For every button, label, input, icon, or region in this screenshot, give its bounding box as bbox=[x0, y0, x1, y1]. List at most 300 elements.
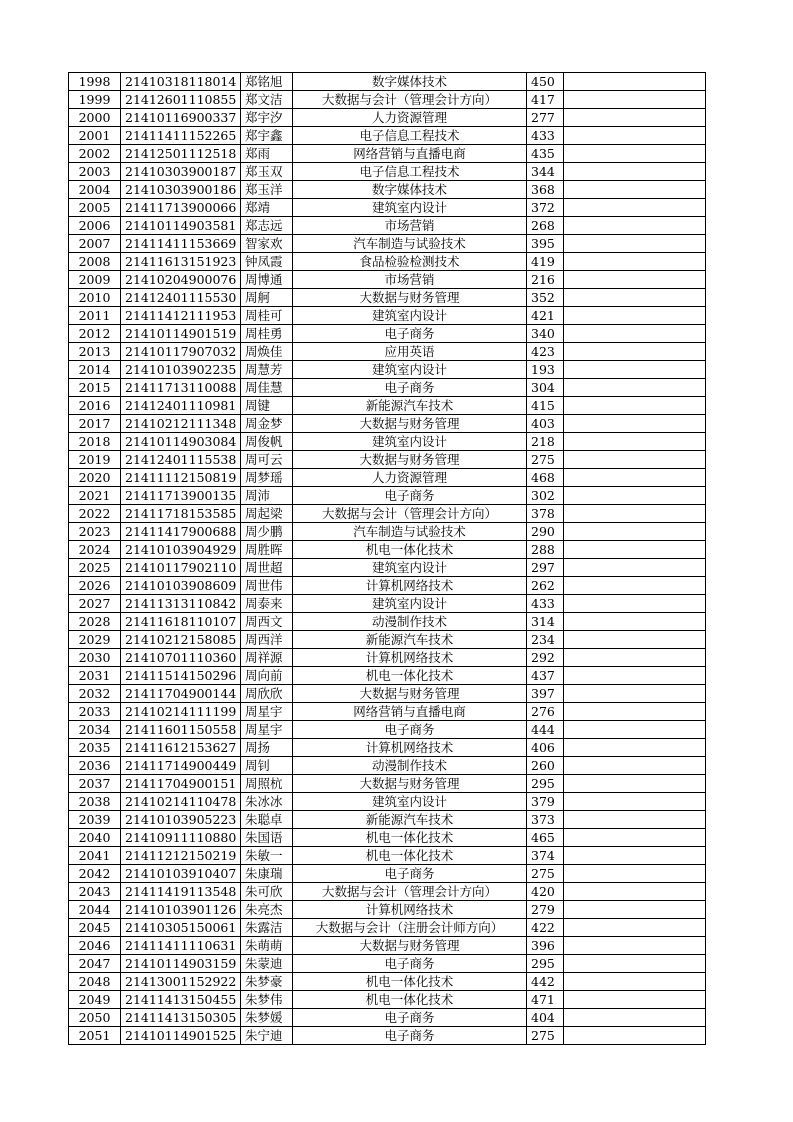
score-cell: 415 bbox=[527, 397, 564, 415]
student-name-cell: 周扬 bbox=[241, 739, 293, 757]
row-number-cell: 2013 bbox=[69, 343, 121, 361]
student-name-cell: 周起梁 bbox=[241, 505, 293, 523]
exam-id-cell: 21413001152922 bbox=[121, 973, 241, 991]
row-number-cell: 2026 bbox=[69, 577, 121, 595]
score-cell: 368 bbox=[527, 181, 564, 199]
blank-cell bbox=[564, 199, 706, 217]
student-name-cell: 周西文 bbox=[241, 613, 293, 631]
table-row bbox=[69, 307, 706, 325]
row-number-cell: 2005 bbox=[69, 199, 121, 217]
table-row bbox=[69, 973, 706, 991]
major-cell: 大数据与会计（管理会计方向） bbox=[293, 883, 527, 901]
row-number-cell: 1999 bbox=[69, 91, 121, 109]
blank-cell bbox=[564, 73, 706, 91]
score-cell: 444 bbox=[527, 721, 564, 739]
student-name-cell: 朱聪卓 bbox=[241, 811, 293, 829]
table-row bbox=[69, 379, 706, 397]
table-row bbox=[69, 739, 706, 757]
student-name-cell: 朱国语 bbox=[241, 829, 293, 847]
exam-id-cell: 21410103901126 bbox=[121, 901, 241, 919]
score-cell: 279 bbox=[527, 901, 564, 919]
student-name-cell: 周桂勇 bbox=[241, 325, 293, 343]
admission-score-table bbox=[68, 72, 706, 1045]
row-number-cell: 2028 bbox=[69, 613, 121, 631]
row-number-cell: 2045 bbox=[69, 919, 121, 937]
blank-cell bbox=[564, 721, 706, 739]
row-number-cell: 2006 bbox=[69, 217, 121, 235]
student-name-cell: 周世超 bbox=[241, 559, 293, 577]
table-row bbox=[69, 505, 706, 523]
exam-id-cell: 21410114903084 bbox=[121, 433, 241, 451]
blank-cell bbox=[564, 865, 706, 883]
table-row bbox=[69, 73, 706, 91]
blank-cell bbox=[564, 955, 706, 973]
major-cell: 人力资源管理 bbox=[293, 109, 527, 127]
exam-id-cell: 21411713900135 bbox=[121, 487, 241, 505]
student-name-cell: 朱敏一 bbox=[241, 847, 293, 865]
row-number-cell: 2012 bbox=[69, 325, 121, 343]
row-number-cell: 2018 bbox=[69, 433, 121, 451]
score-cell: 277 bbox=[527, 109, 564, 127]
major-cell: 电子信息工程技术 bbox=[293, 127, 527, 145]
student-name-cell: 周佳慧 bbox=[241, 379, 293, 397]
exam-id-cell: 21410303900187 bbox=[121, 163, 241, 181]
score-cell: 304 bbox=[527, 379, 564, 397]
student-name-cell: 朱蒙迪 bbox=[241, 955, 293, 973]
exam-id-cell: 21410701110360 bbox=[121, 649, 241, 667]
score-cell: 373 bbox=[527, 811, 564, 829]
table-row bbox=[69, 469, 706, 487]
row-number-cell: 2029 bbox=[69, 631, 121, 649]
major-cell: 网络营销与直播电商 bbox=[293, 145, 527, 163]
exam-id-cell: 21410103902235 bbox=[121, 361, 241, 379]
student-name-cell: 郑玉双 bbox=[241, 163, 293, 181]
blank-cell bbox=[564, 379, 706, 397]
exam-id-cell: 21411514150296 bbox=[121, 667, 241, 685]
major-cell: 计算机网络技术 bbox=[293, 901, 527, 919]
table-row bbox=[69, 523, 706, 541]
blank-cell bbox=[564, 937, 706, 955]
row-number-cell: 2031 bbox=[69, 667, 121, 685]
blank-cell bbox=[564, 469, 706, 487]
major-cell: 计算机网络技术 bbox=[293, 577, 527, 595]
blank-cell bbox=[564, 973, 706, 991]
row-number-cell: 2048 bbox=[69, 973, 121, 991]
student-name-cell: 朱宁迪 bbox=[241, 1027, 293, 1045]
blank-cell bbox=[564, 109, 706, 127]
exam-id-cell: 21410114901525 bbox=[121, 1027, 241, 1045]
blank-cell bbox=[564, 235, 706, 253]
student-name-cell: 朱冰冰 bbox=[241, 793, 293, 811]
exam-id-cell: 21410204900076 bbox=[121, 271, 241, 289]
major-cell: 机电一体化技术 bbox=[293, 973, 527, 991]
table-row bbox=[69, 793, 706, 811]
row-number-cell: 2003 bbox=[69, 163, 121, 181]
blank-cell bbox=[564, 91, 706, 109]
row-number-cell: 2019 bbox=[69, 451, 121, 469]
major-cell: 电子商务 bbox=[293, 1027, 527, 1045]
row-number-cell: 2035 bbox=[69, 739, 121, 757]
exam-id-cell: 21410318118014 bbox=[121, 73, 241, 91]
exam-id-cell: 21410911110880 bbox=[121, 829, 241, 847]
table-row bbox=[69, 937, 706, 955]
table-row bbox=[69, 235, 706, 253]
table-row bbox=[69, 361, 706, 379]
table-row bbox=[69, 199, 706, 217]
exam-id-cell: 21411313110842 bbox=[121, 595, 241, 613]
major-cell: 电子商务 bbox=[293, 487, 527, 505]
table-row bbox=[69, 649, 706, 667]
exam-id-cell: 21410114903581 bbox=[121, 217, 241, 235]
exam-id-cell: 21410214110478 bbox=[121, 793, 241, 811]
row-number-cell: 2004 bbox=[69, 181, 121, 199]
row-number-cell: 2022 bbox=[69, 505, 121, 523]
student-name-cell: 周向前 bbox=[241, 667, 293, 685]
blank-cell bbox=[564, 271, 706, 289]
major-cell: 新能源汽车技术 bbox=[293, 811, 527, 829]
student-name-cell: 朱露洁 bbox=[241, 919, 293, 937]
row-number-cell: 1998 bbox=[69, 73, 121, 91]
score-cell: 374 bbox=[527, 847, 564, 865]
major-cell: 建筑室内设计 bbox=[293, 199, 527, 217]
exam-id-cell: 21411714900449 bbox=[121, 757, 241, 775]
table-row bbox=[69, 685, 706, 703]
major-cell: 计算机网络技术 bbox=[293, 649, 527, 667]
blank-cell bbox=[564, 415, 706, 433]
major-cell: 建筑室内设计 bbox=[293, 307, 527, 325]
table-row bbox=[69, 487, 706, 505]
student-name-cell: 周泰来 bbox=[241, 595, 293, 613]
major-cell: 大数据与会计（管理会计方向） bbox=[293, 505, 527, 523]
exam-id-cell: 21411419113548 bbox=[121, 883, 241, 901]
blank-cell bbox=[564, 343, 706, 361]
table-row bbox=[69, 595, 706, 613]
major-cell: 数字媒体技术 bbox=[293, 181, 527, 199]
exam-id-cell: 21410214111199 bbox=[121, 703, 241, 721]
score-cell: 395 bbox=[527, 235, 564, 253]
table-row bbox=[69, 181, 706, 199]
student-name-cell: 周焕佳 bbox=[241, 343, 293, 361]
score-cell: 275 bbox=[527, 865, 564, 883]
blank-cell bbox=[564, 667, 706, 685]
major-cell: 大数据与财务管理 bbox=[293, 415, 527, 433]
table-row bbox=[69, 703, 706, 721]
exam-id-cell: 21411212150219 bbox=[121, 847, 241, 865]
blank-cell bbox=[564, 703, 706, 721]
table-row bbox=[69, 757, 706, 775]
student-name-cell: 郑雨 bbox=[241, 145, 293, 163]
major-cell: 建筑室内设计 bbox=[293, 433, 527, 451]
table-row bbox=[69, 577, 706, 595]
exam-id-cell: 21412401115530 bbox=[121, 289, 241, 307]
table-row bbox=[69, 253, 706, 271]
blank-cell bbox=[564, 631, 706, 649]
score-cell: 288 bbox=[527, 541, 564, 559]
blank-cell bbox=[564, 685, 706, 703]
table-row bbox=[69, 541, 706, 559]
row-number-cell: 2027 bbox=[69, 595, 121, 613]
exam-id-cell: 21411411153669 bbox=[121, 235, 241, 253]
score-cell: 314 bbox=[527, 613, 564, 631]
table-row bbox=[69, 127, 706, 145]
score-cell: 275 bbox=[527, 1027, 564, 1045]
blank-cell bbox=[564, 793, 706, 811]
score-cell: 297 bbox=[527, 559, 564, 577]
blank-cell bbox=[564, 217, 706, 235]
row-number-cell: 2040 bbox=[69, 829, 121, 847]
major-cell: 大数据与财务管理 bbox=[293, 685, 527, 703]
blank-cell bbox=[564, 541, 706, 559]
exam-id-cell: 21411704900151 bbox=[121, 775, 241, 793]
blank-cell bbox=[564, 559, 706, 577]
student-name-cell: 郑志远 bbox=[241, 217, 293, 235]
major-cell: 市场营销 bbox=[293, 217, 527, 235]
score-cell: 437 bbox=[527, 667, 564, 685]
row-number-cell: 2049 bbox=[69, 991, 121, 1009]
student-name-cell: 郑靖 bbox=[241, 199, 293, 217]
row-number-cell: 2050 bbox=[69, 1009, 121, 1027]
blank-cell bbox=[564, 307, 706, 325]
major-cell: 大数据与会计（管理会计方向） bbox=[293, 91, 527, 109]
student-name-cell: 周慧芳 bbox=[241, 361, 293, 379]
major-cell: 电子商务 bbox=[293, 325, 527, 343]
student-name-cell: 朱亮杰 bbox=[241, 901, 293, 919]
row-number-cell: 2046 bbox=[69, 937, 121, 955]
row-number-cell: 2037 bbox=[69, 775, 121, 793]
row-number-cell: 2011 bbox=[69, 307, 121, 325]
exam-id-cell: 21410103908609 bbox=[121, 577, 241, 595]
table-row bbox=[69, 901, 706, 919]
score-cell: 397 bbox=[527, 685, 564, 703]
exam-id-cell: 21410114901519 bbox=[121, 325, 241, 343]
student-name-cell: 朱梦媛 bbox=[241, 1009, 293, 1027]
student-name-cell: 周星宇 bbox=[241, 721, 293, 739]
major-cell: 大数据与财务管理 bbox=[293, 775, 527, 793]
row-number-cell: 2033 bbox=[69, 703, 121, 721]
table-row bbox=[69, 1009, 706, 1027]
table-body bbox=[69, 73, 706, 1045]
row-number-cell: 2015 bbox=[69, 379, 121, 397]
exam-id-cell: 21410103910407 bbox=[121, 865, 241, 883]
student-name-cell: 周欣欣 bbox=[241, 685, 293, 703]
blank-cell bbox=[564, 325, 706, 343]
student-name-cell: 朱萌萌 bbox=[241, 937, 293, 955]
blank-cell bbox=[564, 757, 706, 775]
major-cell: 汽车制造与试验技术 bbox=[293, 235, 527, 253]
table-row bbox=[69, 883, 706, 901]
table-row bbox=[69, 955, 706, 973]
row-number-cell: 2009 bbox=[69, 271, 121, 289]
table-row bbox=[69, 847, 706, 865]
score-cell: 276 bbox=[527, 703, 564, 721]
row-number-cell: 2001 bbox=[69, 127, 121, 145]
table-row bbox=[69, 721, 706, 739]
student-name-cell: 朱梦伟 bbox=[241, 991, 293, 1009]
major-cell: 市场营销 bbox=[293, 271, 527, 289]
row-number-cell: 2017 bbox=[69, 415, 121, 433]
blank-cell bbox=[564, 523, 706, 541]
exam-id-cell: 21410305150061 bbox=[121, 919, 241, 937]
score-cell: 419 bbox=[527, 253, 564, 271]
exam-id-cell: 21411618110107 bbox=[121, 613, 241, 631]
blank-cell bbox=[564, 829, 706, 847]
blank-cell bbox=[564, 181, 706, 199]
student-name-cell: 周桂可 bbox=[241, 307, 293, 325]
score-cell: 372 bbox=[527, 199, 564, 217]
blank-cell bbox=[564, 505, 706, 523]
blank-cell bbox=[564, 451, 706, 469]
major-cell: 计算机网络技术 bbox=[293, 739, 527, 757]
score-cell: 396 bbox=[527, 937, 564, 955]
blank-cell bbox=[564, 289, 706, 307]
table-row bbox=[69, 289, 706, 307]
row-number-cell: 2023 bbox=[69, 523, 121, 541]
score-cell: 295 bbox=[527, 955, 564, 973]
major-cell: 电子商务 bbox=[293, 379, 527, 397]
blank-cell bbox=[564, 919, 706, 937]
row-number-cell: 2025 bbox=[69, 559, 121, 577]
exam-id-cell: 21412501112518 bbox=[121, 145, 241, 163]
exam-id-cell: 21410212111348 bbox=[121, 415, 241, 433]
major-cell: 应用英语 bbox=[293, 343, 527, 361]
row-number-cell: 2039 bbox=[69, 811, 121, 829]
blank-cell bbox=[564, 883, 706, 901]
blank-cell bbox=[564, 163, 706, 181]
blank-cell bbox=[564, 433, 706, 451]
student-name-cell: 周西洋 bbox=[241, 631, 293, 649]
score-cell: 420 bbox=[527, 883, 564, 901]
table-row bbox=[69, 829, 706, 847]
score-cell: 468 bbox=[527, 469, 564, 487]
score-cell: 421 bbox=[527, 307, 564, 325]
student-name-cell: 周键 bbox=[241, 397, 293, 415]
student-name-cell: 周可云 bbox=[241, 451, 293, 469]
exam-id-cell: 21411411110631 bbox=[121, 937, 241, 955]
row-number-cell: 2014 bbox=[69, 361, 121, 379]
table-row bbox=[69, 325, 706, 343]
table-row bbox=[69, 559, 706, 577]
student-name-cell: 钟凤霞 bbox=[241, 253, 293, 271]
major-cell: 机电一体化技术 bbox=[293, 829, 527, 847]
score-cell: 260 bbox=[527, 757, 564, 775]
score-cell: 378 bbox=[527, 505, 564, 523]
major-cell: 机电一体化技术 bbox=[293, 541, 527, 559]
blank-cell bbox=[564, 577, 706, 595]
student-name-cell: 周俊帆 bbox=[241, 433, 293, 451]
student-name-cell: 周舸 bbox=[241, 289, 293, 307]
score-cell: 216 bbox=[527, 271, 564, 289]
major-cell: 动漫制作技术 bbox=[293, 613, 527, 631]
student-name-cell: 周梦瑶 bbox=[241, 469, 293, 487]
blank-cell bbox=[564, 397, 706, 415]
blank-cell bbox=[564, 127, 706, 145]
blank-cell bbox=[564, 595, 706, 613]
blank-cell bbox=[564, 1009, 706, 1027]
exam-id-cell: 21412401115538 bbox=[121, 451, 241, 469]
row-number-cell: 2016 bbox=[69, 397, 121, 415]
table-row bbox=[69, 919, 706, 937]
table-row bbox=[69, 91, 706, 109]
table-row bbox=[69, 433, 706, 451]
score-cell: 344 bbox=[527, 163, 564, 181]
exam-id-cell: 21411112150819 bbox=[121, 469, 241, 487]
blank-cell bbox=[564, 991, 706, 1009]
student-name-cell: 周世伟 bbox=[241, 577, 293, 595]
exam-id-cell: 21410103905223 bbox=[121, 811, 241, 829]
blank-cell bbox=[564, 487, 706, 505]
score-cell: 423 bbox=[527, 343, 564, 361]
score-cell: 292 bbox=[527, 649, 564, 667]
score-cell: 433 bbox=[527, 127, 564, 145]
major-cell: 电子商务 bbox=[293, 865, 527, 883]
score-cell: 340 bbox=[527, 325, 564, 343]
exam-id-cell: 21411413150305 bbox=[121, 1009, 241, 1027]
table-row bbox=[69, 217, 706, 235]
row-number-cell: 2020 bbox=[69, 469, 121, 487]
score-cell: 417 bbox=[527, 91, 564, 109]
blank-cell bbox=[564, 901, 706, 919]
row-number-cell: 2036 bbox=[69, 757, 121, 775]
major-cell: 新能源汽车技术 bbox=[293, 631, 527, 649]
table-row bbox=[69, 865, 706, 883]
row-number-cell: 2010 bbox=[69, 289, 121, 307]
student-name-cell: 周祥源 bbox=[241, 649, 293, 667]
major-cell: 大数据与会计（注册会计师方向） bbox=[293, 919, 527, 937]
table-row bbox=[69, 397, 706, 415]
row-number-cell: 2000 bbox=[69, 109, 121, 127]
table-row bbox=[69, 1027, 706, 1045]
row-number-cell: 2041 bbox=[69, 847, 121, 865]
table-row bbox=[69, 451, 706, 469]
score-cell: 403 bbox=[527, 415, 564, 433]
row-number-cell: 2032 bbox=[69, 685, 121, 703]
blank-cell bbox=[564, 649, 706, 667]
major-cell: 新能源汽车技术 bbox=[293, 397, 527, 415]
blank-cell bbox=[564, 739, 706, 757]
table-row bbox=[69, 613, 706, 631]
exam-id-cell: 21412401110981 bbox=[121, 397, 241, 415]
score-cell: 218 bbox=[527, 433, 564, 451]
table-row bbox=[69, 631, 706, 649]
row-number-cell: 2030 bbox=[69, 649, 121, 667]
exam-id-cell: 21411713900066 bbox=[121, 199, 241, 217]
major-cell: 电子商务 bbox=[293, 721, 527, 739]
student-name-cell: 周沛 bbox=[241, 487, 293, 505]
student-name-cell: 智家欢 bbox=[241, 235, 293, 253]
table-row bbox=[69, 415, 706, 433]
major-cell: 建筑室内设计 bbox=[293, 595, 527, 613]
exam-id-cell: 21412601110855 bbox=[121, 91, 241, 109]
exam-id-cell: 21410117907032 bbox=[121, 343, 241, 361]
student-name-cell: 周胜晖 bbox=[241, 541, 293, 559]
student-name-cell: 周钊 bbox=[241, 757, 293, 775]
score-cell: 290 bbox=[527, 523, 564, 541]
exam-id-cell: 21410103904929 bbox=[121, 541, 241, 559]
row-number-cell: 2038 bbox=[69, 793, 121, 811]
blank-cell bbox=[564, 253, 706, 271]
exam-id-cell: 21411612153627 bbox=[121, 739, 241, 757]
exam-id-cell: 21410114903159 bbox=[121, 955, 241, 973]
exam-id-cell: 21410117902110 bbox=[121, 559, 241, 577]
major-cell: 大数据与财务管理 bbox=[293, 289, 527, 307]
score-cell: 295 bbox=[527, 775, 564, 793]
exam-id-cell: 21411411152265 bbox=[121, 127, 241, 145]
row-number-cell: 2051 bbox=[69, 1027, 121, 1045]
exam-id-cell: 21410116900337 bbox=[121, 109, 241, 127]
exam-id-cell: 21411613151923 bbox=[121, 253, 241, 271]
student-name-cell: 朱梦豪 bbox=[241, 973, 293, 991]
score-cell: 442 bbox=[527, 973, 564, 991]
